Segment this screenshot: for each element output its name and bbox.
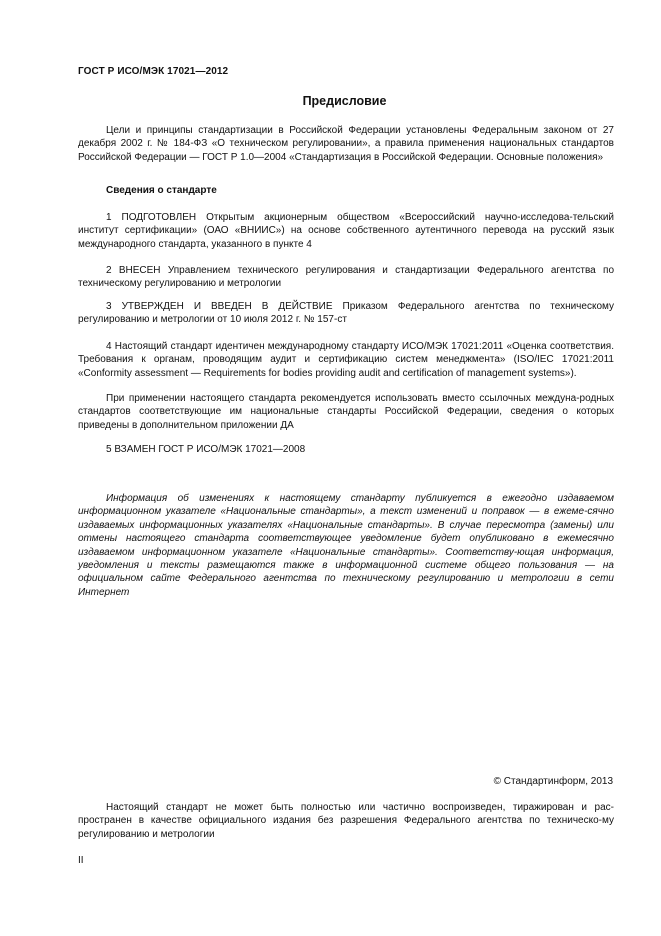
item-4-paragraph: 4 Настоящий стандарт идентичен международному стандарту ИСО/МЭК 17021:2011 «Оценка соответствия. Требования к органам, проводящим аудит и сертификацию систем менеджмента» (ISO/IEC 17021:2011 «Conformity assessment — Requirements for bodies providing audit and certification of management systems»). [78, 341, 614, 379]
page-title: Предисловие [302, 94, 387, 108]
item-2-paragraph: 2 ВНЕСЕН Управлением технического регулирования и стандартизации Федерального агентства по техническому регулированию и метрологии [78, 265, 614, 290]
copyright-notice: © Стандартинформ, 2013 [493, 776, 613, 787]
page-number: II [78, 855, 84, 866]
reproduction-notice-paragraph: Настоящий стандарт не может быть полностью или частично воспроизведен, тиражирован и рас-пространен в качестве официального издания без разрешения Федерального агентства по техническо-му регулированию и метрологии [78, 802, 614, 840]
intro-paragraph: Цели и принципы стандартизации в Российской Федерации установлены Федеральным законом от 27 декабря 2002 г. № 184-ФЗ «О техническом регулировании», а правила применения национальных стандартов Российской Федерации — ГОСТ Р 1.0—2004 «Стандартизация в Российской Федерации. Основные положения» [78, 125, 614, 163]
standard-info-heading: Сведения о стандарте [106, 185, 217, 196]
item-4-note-paragraph: При применении настоящего стандарта рекомендуется использовать вместо ссылочных междуна-родных стандартов соответствующие им национальные стандарты Российской Федерации, сведения о которых приведены в дополнительном приложении ДА [78, 393, 614, 431]
item-5-paragraph: 5 ВЗАМЕН ГОСТ Р ИСО/МЭК 17021—2008 [106, 444, 306, 455]
item-1-paragraph: 1 ПОДГОТОВЛЕН Открытым акционерным обществом «Всероссийский научно-исследова-тельский институт сертификации» (ОАО «ВНИИС») на основе собственного аутентичного перевода на русский язык международного стандарта, указанного в пункте 4 [78, 212, 614, 250]
item-3-paragraph: 3 УТВЕРЖДЕН И ВВЕДЕН В ДЕЙСТВИЕ Приказом Федерального агентства по техническому регулированию и метрологии от 10 июля 2012 г. № 157-ст [78, 301, 614, 326]
document-header-id: ГОСТ Р ИСО/МЭК 17021—2012 [78, 66, 229, 77]
changes-info-paragraph: Информация об изменениях к настоящему стандарту публикуется в ежегодно издаваемом информационном указателе «Национальные стандарты», а текст изменений и поправок — в ежеме-сячно издаваемых информационных указателях «Национальные стандарты». В случае пересмотра (замены) или отмены настоящего стандарта соответствующее уведомление будет опубликовано в ежемесячно издаваемом информационном указателе «Национальные стандарты». Соответству-ющая информация, уведомления и тексты размещаются также в информационной системе общего пользования — на официальном сайте Федерального агентства по техническому регулированию и метрологии в сети Интернет [78, 493, 614, 598]
